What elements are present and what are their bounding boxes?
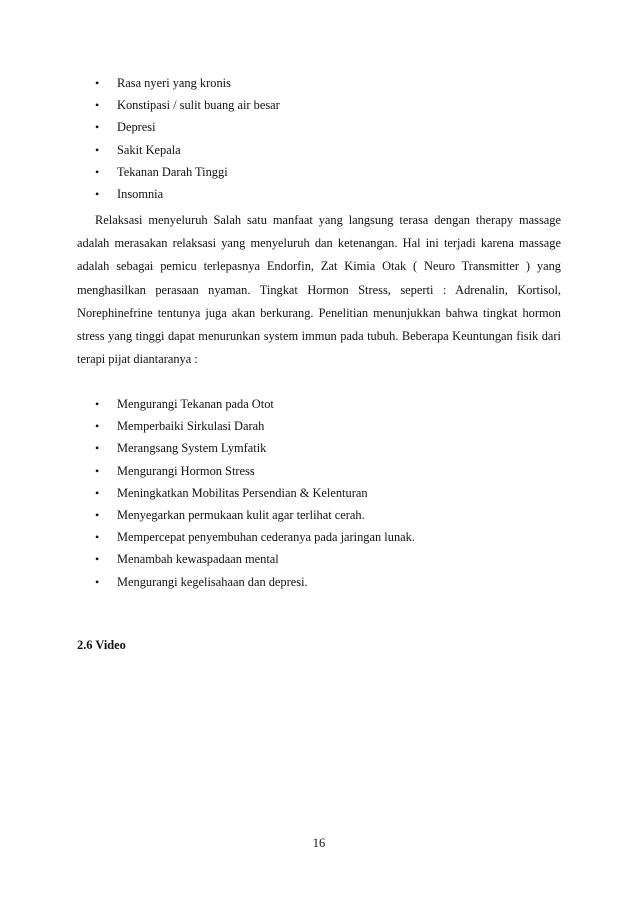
list-item-text: Mengurangi Tekanan pada Otot [117, 397, 274, 411]
list-item [95, 548, 555, 570]
list-item-text: Rasa nyeri yang kronis [117, 76, 231, 90]
list-item [95, 183, 555, 205]
list-item-text: Mengurangi Hormon Stress [117, 463, 255, 478]
bullet-icon: • [95, 574, 100, 589]
list-item [95, 139, 555, 161]
list-item [95, 460, 555, 482]
bullet-icon: • [95, 120, 100, 135]
list-item-text: Tekanan Darah Tinggi [117, 164, 228, 179]
section-heading: 2.6 Video [77, 638, 126, 652]
list-item [95, 393, 555, 415]
list-item [95, 482, 555, 504]
bullet-icon: • [95, 397, 100, 411]
bullet-icon: • [95, 463, 100, 478]
bullet-icon: • [95, 186, 100, 201]
list-item [95, 116, 555, 138]
bullet-icon: • [95, 441, 100, 456]
bullet-icon: • [95, 552, 100, 567]
bullet-icon: • [95, 530, 100, 545]
list-item-text: Mengurangi kegelisahaan dan depresi. [117, 574, 308, 589]
list-item [95, 72, 555, 94]
list-item [95, 504, 555, 526]
list-item [95, 571, 555, 593]
bullet-icon: • [95, 98, 100, 113]
bullet-icon: • [95, 419, 100, 434]
bullet-icon: • [95, 164, 100, 179]
symptoms-bullet-list [95, 72, 555, 205]
list-item [95, 415, 555, 437]
list-item [95, 94, 555, 116]
bullet-icon: • [95, 76, 100, 90]
list-item-text: Mempercepat penyembuhan cederanya pada jaringan lunak. [117, 530, 415, 545]
list-item-text: Merangsang System Lymfatik [117, 441, 267, 456]
page-number: 16 [312, 836, 326, 850]
list-item-text: Sakit Kepala [117, 142, 181, 157]
list-item-text: Depresi [117, 120, 156, 135]
list-item-text: Menambah kewaspadaan mental [117, 552, 279, 567]
bullet-icon: • [95, 507, 100, 522]
list-item-text: Insomnia [117, 186, 164, 201]
list-item-text: Memperbaiki Sirkulasi Darah [117, 419, 265, 434]
body-paragraph: Relaksasi menyeluruh Salah satu manfaat yang langsung terasa dengan therapy massage adalah merasakan relaksasi yang menyeluruh dan ketenangan. Hal ini terjadi karena massage adalah sebagai pemicu terlepasnya Endorfin, Zat Kimia Otak ( Neuro Transmitter ) yang menghasilkan perasaan nyaman. Tingkat Hormon Stress, seperti : Adrenalin, Kortisol, Norephinefrine tentunya juga akan berkurang. Penelitian menunjukkan bahwa tingkat hormon stress yang tinggi dapat menurunkan system immun pada tubuh. Beberapa Keuntungan fisik dari terapi pijat diantaranya : [77, 213, 561, 367]
list-item [95, 161, 555, 183]
list-item [95, 437, 555, 459]
list-item-text: Konstipasi / sulit buang air besar [117, 98, 280, 113]
bullet-icon: • [95, 142, 100, 157]
bullet-icon: • [95, 485, 100, 500]
list-item-text: Meningkatkan Mobilitas Persendian & Kelenturan [117, 485, 368, 500]
benefits-bullet-list [95, 393, 555, 593]
list-item-text: Menyegarkan permukaan kulit agar terlihat cerah. [117, 507, 365, 522]
list-item [95, 526, 555, 548]
